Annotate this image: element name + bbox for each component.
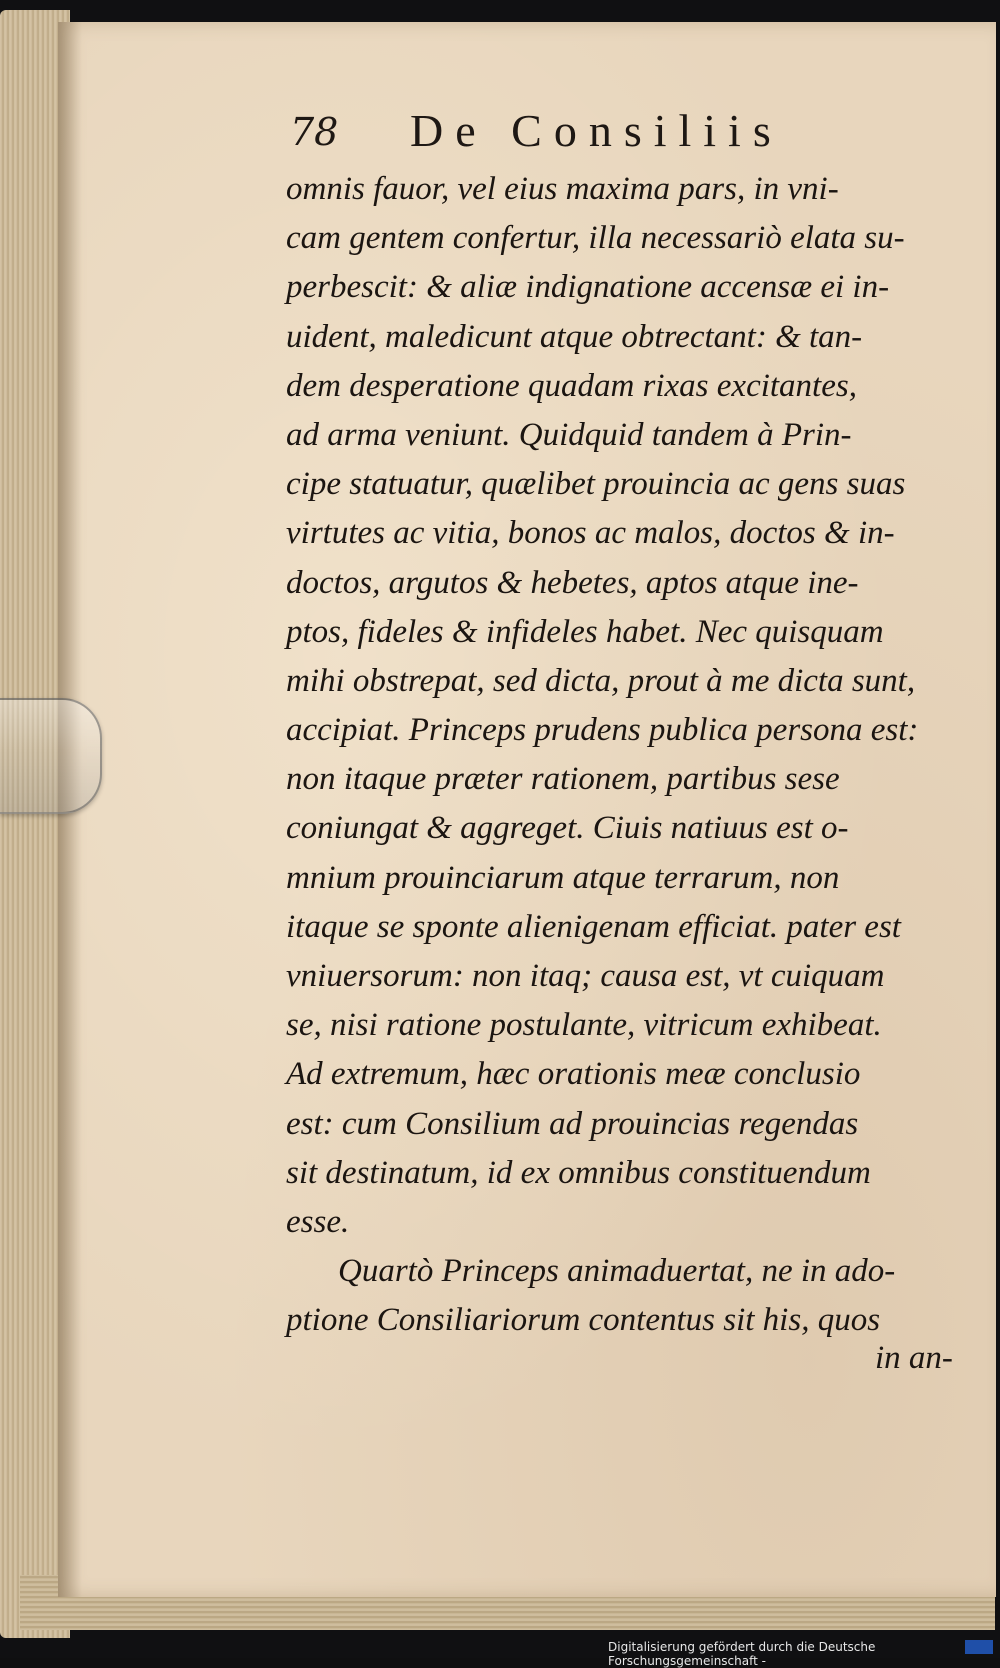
text-line: virtutes ac vitia, bonos ac malos, doctos & in-: [286, 515, 895, 552]
running-header: [290, 104, 930, 164]
text-line: itaque se sponte alienigenam efficiat. pater est: [286, 908, 901, 945]
text-line: cam gentem confertur, illa necessariò elata su-: [286, 220, 905, 257]
text-line: vniuersorum: non itaq; causa est, vt cuiquam: [286, 958, 885, 994]
text-line: dem desperatione quadam rixas excitantes,: [286, 367, 857, 404]
text-line: doctos, argutos & hebetes, aptos atque ine-: [286, 564, 859, 601]
text-line: esse.: [286, 1203, 350, 1240]
digitization-credit: Digitalisierung gefördert durch die Deutsche Forschungsgemeinschaft -: [608, 1640, 876, 1668]
text-line: coniungat & aggreget. Ciuis natiuus est o-: [286, 810, 849, 847]
text-line: ptione Consiliariorum contentus sit his, quos: [286, 1302, 881, 1339]
text-line: omnis fauor, vel eius maxima pars, in vni-: [286, 171, 839, 207]
text-line: est: cum Consilium ad prouincias regendas: [286, 1105, 859, 1142]
page-number: 78: [290, 110, 339, 154]
text-line: Quartò Princeps animaduertat, ne in ado-: [338, 1253, 896, 1290]
text-line: perbescit: & aliæ indignatione accensæ ei in-: [286, 269, 890, 306]
text-line: ad arma veniunt. Quidquid tandem à Prin-: [286, 416, 852, 453]
running-head-title: De Consiliis: [410, 105, 783, 156]
text-line: se, nisi ratione postulante, vitricum exhibeat.: [286, 1007, 882, 1044]
text-line: Ad extremum, hæc orationis meæ conclusio: [286, 1056, 861, 1093]
text-line: mihi obstrepat, sed dicta, prout à me dicta sunt,: [286, 662, 916, 699]
dfg-logo: [965, 1640, 993, 1654]
text-line: uident, maledicunt atque obtrectant: & tan-: [286, 318, 863, 355]
glass-page-clip: [0, 698, 102, 814]
text-line: mnium prouinciarum atque terrarum, non: [286, 859, 840, 896]
text-line: sit destinatum, id ex omnibus constituendum: [286, 1154, 871, 1191]
catchword: in an-: [875, 1340, 953, 1376]
text-line: cipe statuatur, quælibet prouincia ac gens suas: [286, 466, 906, 503]
text-line: non itaque præter rationem, partibus sese: [286, 761, 840, 798]
text-line: ptos, fideles & infideles habet. Nec quisquam: [286, 613, 884, 650]
body-text: [286, 165, 966, 1346]
text-line: accipiat. Princeps prudens publica persona est:: [286, 712, 919, 749]
